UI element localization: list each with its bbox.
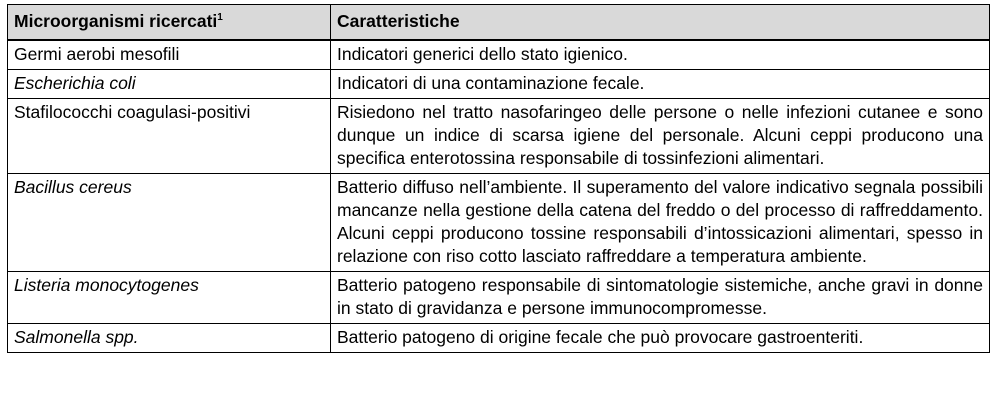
microorganism-cell: Listeria monocytogenes: [8, 272, 331, 324]
document-page: [7, 4, 989, 353]
characteristics-cell: Risiedono nel tratto nasofaringeo delle persone o nelle infezioni cutanee e sono dunque un indice di scarsa igiene del personale. Alcuni ceppi producono una specifica enterotossina responsabile di tossinfezioni alimentari.: [331, 99, 990, 174]
characteristics-cell: Indicatori di una contaminazione fecale.: [331, 70, 990, 99]
header-microorganisms: [8, 5, 331, 41]
microorganism-cell: Germi aerobi mesofili: [8, 40, 331, 70]
table-row: [8, 324, 990, 353]
characteristics-cell: Indicatori generici dello stato igienico.: [331, 40, 990, 70]
microorganism-cell: Bacillus cereus: [8, 174, 331, 272]
microorganism-cell: Stafilococchi coagulasi-positivi: [8, 99, 331, 174]
header-microorganisms-label: Microorganismi ricercati: [14, 11, 218, 31]
microorganisms-table: [7, 4, 990, 353]
table-row: [8, 70, 990, 99]
microorganism-cell: Salmonella spp.: [8, 324, 331, 353]
characteristics-cell: Batterio patogeno responsabile di sintomatologie sistemiche, anche gravi in donne in stato di gravidanza e persone immunocompromesse.: [331, 272, 990, 324]
characteristics-cell: Batterio diffuso nell’ambiente. Il superamento del valore indicativo segnala possibili mancanze nella gestione della catena del freddo o del processo di raffreddamento. Alcuni ceppi producono tossine responsabili d’intossicazioni alimentari, spesso in relazione con riso cotto lasciato raffreddare a temperatura ambiente.: [331, 174, 990, 272]
header-characteristics: Caratteristiche: [331, 5, 990, 41]
table-row: [8, 40, 990, 70]
table-row: [8, 272, 990, 324]
table-header-row: [8, 5, 990, 41]
footnote-marker: 1: [217, 12, 223, 24]
characteristics-cell: Batterio patogeno di origine fecale che può provocare gastroenteriti.: [331, 324, 990, 353]
table-row: [8, 174, 990, 272]
table-row: [8, 99, 990, 174]
microorganism-cell: Escherichia coli: [8, 70, 331, 99]
